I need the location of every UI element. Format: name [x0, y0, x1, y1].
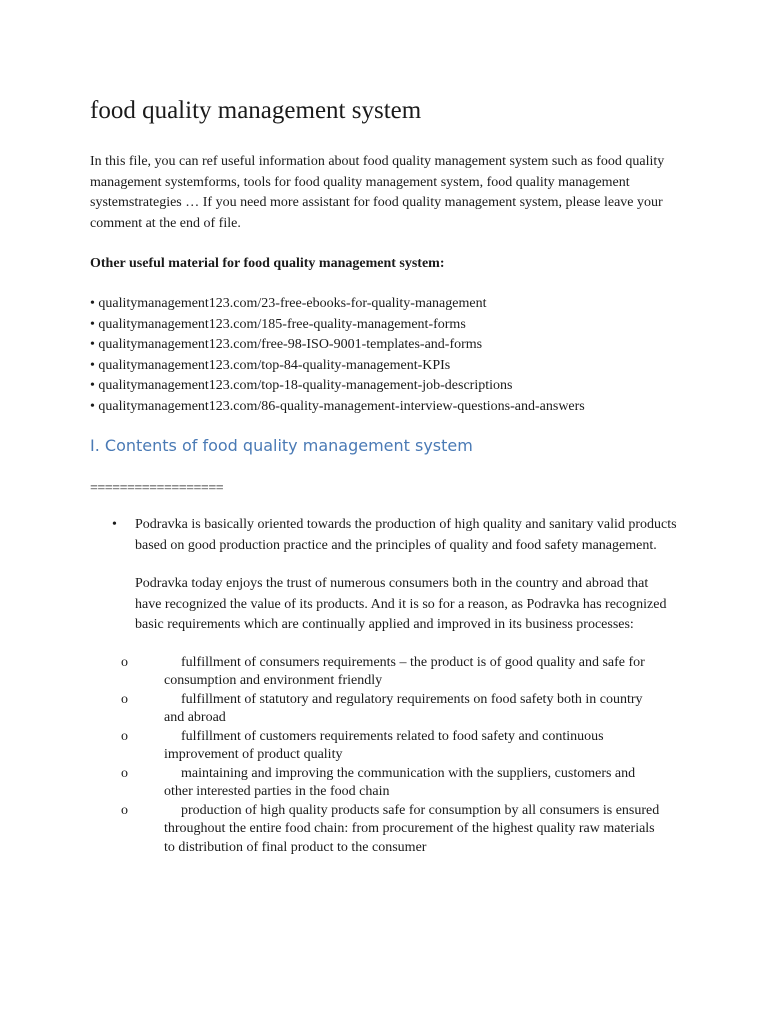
sub-bullet-icon: o: [121, 728, 128, 744]
list-item: [119, 765, 662, 802]
resource-link[interactable]: • qualitymanagement123.com/top-84-quality-management-KPIs: [90, 357, 451, 373]
sub-bullet-icon: o: [121, 691, 128, 707]
resource-link[interactable]: • qualitymanagement123.com/top-18-quality-management-job-descriptions: [90, 378, 513, 393]
sub-bullet-icon: o: [121, 654, 128, 670]
section-heading: I. Contents of food quality management system: [90, 436, 473, 455]
list-item-text: fulfillment of statutory and regulatory requirements on food safety both in country and abroad: [164, 691, 643, 725]
resource-link[interactable]: • qualitymanagement123.com/185-free-quality-management-forms: [90, 316, 466, 332]
list-item: [119, 802, 662, 858]
list-item-text: maintaining and improving the communication with the suppliers, customers and other interested parties in the food chain: [164, 765, 636, 799]
resource-link[interactable]: • qualitymanagement123.com/86-quality-management-interview-questions-and-answers: [90, 398, 585, 414]
page-title: food quality management system: [90, 97, 422, 124]
content-bullet: [90, 515, 678, 857]
resource-link[interactable]: • qualitymanagement123.com/free-98-ISO-9001-templates-and-forms: [90, 337, 483, 352]
resource-link-list: [90, 294, 678, 417]
list-item: [119, 691, 662, 728]
other-material-heading: Other useful material for food quality management system:: [90, 256, 445, 271]
list-item: [119, 728, 662, 765]
intro-paragraph: In this file, you can ref useful information about food quality management system such as food quality management systemforms, tools for food quality management system, food quality management systemstrategies … If you need more assistant for food quality management system, please leave your comment at the end of file.: [90, 154, 665, 231]
list-item-text: fulfillment of customers requirements related to food safety and continuous improvement of product quality: [164, 728, 604, 762]
requirements-list: [119, 654, 662, 858]
bullet-icon: •: [112, 517, 117, 532]
bullet-paragraph: Podravka is basically oriented towards the production of high quality and sanitary valid products based on good production practice and the principles of quality and food safety management.: [135, 517, 677, 553]
list-item-text: fulfillment of consumers requirements – the product is of good quality and safe for consumption and environment friendly: [164, 654, 645, 688]
list-item-text: production of high quality products safe for consumption by all consumers is ensured throughout the entire food chain: from procurement of the highest quality raw materials to distribution of final product to the consumer: [164, 802, 660, 855]
sub-bullet-icon: o: [121, 765, 128, 781]
list-item: [119, 654, 662, 691]
resource-link[interactable]: • qualitymanagement123.com/23-free-ebooks-for-quality-management: [90, 296, 487, 311]
separator-rule: ==================: [90, 481, 224, 496]
bullet-paragraph: Podravka today enjoys the trust of numerous consumers both in the country and abroad that have recognized the value of its products. And it is so for a reason, as Podravka has recognized basic requirements which are continually applied and improved in its business processes:: [135, 576, 667, 632]
sub-bullet-icon: o: [121, 802, 128, 818]
